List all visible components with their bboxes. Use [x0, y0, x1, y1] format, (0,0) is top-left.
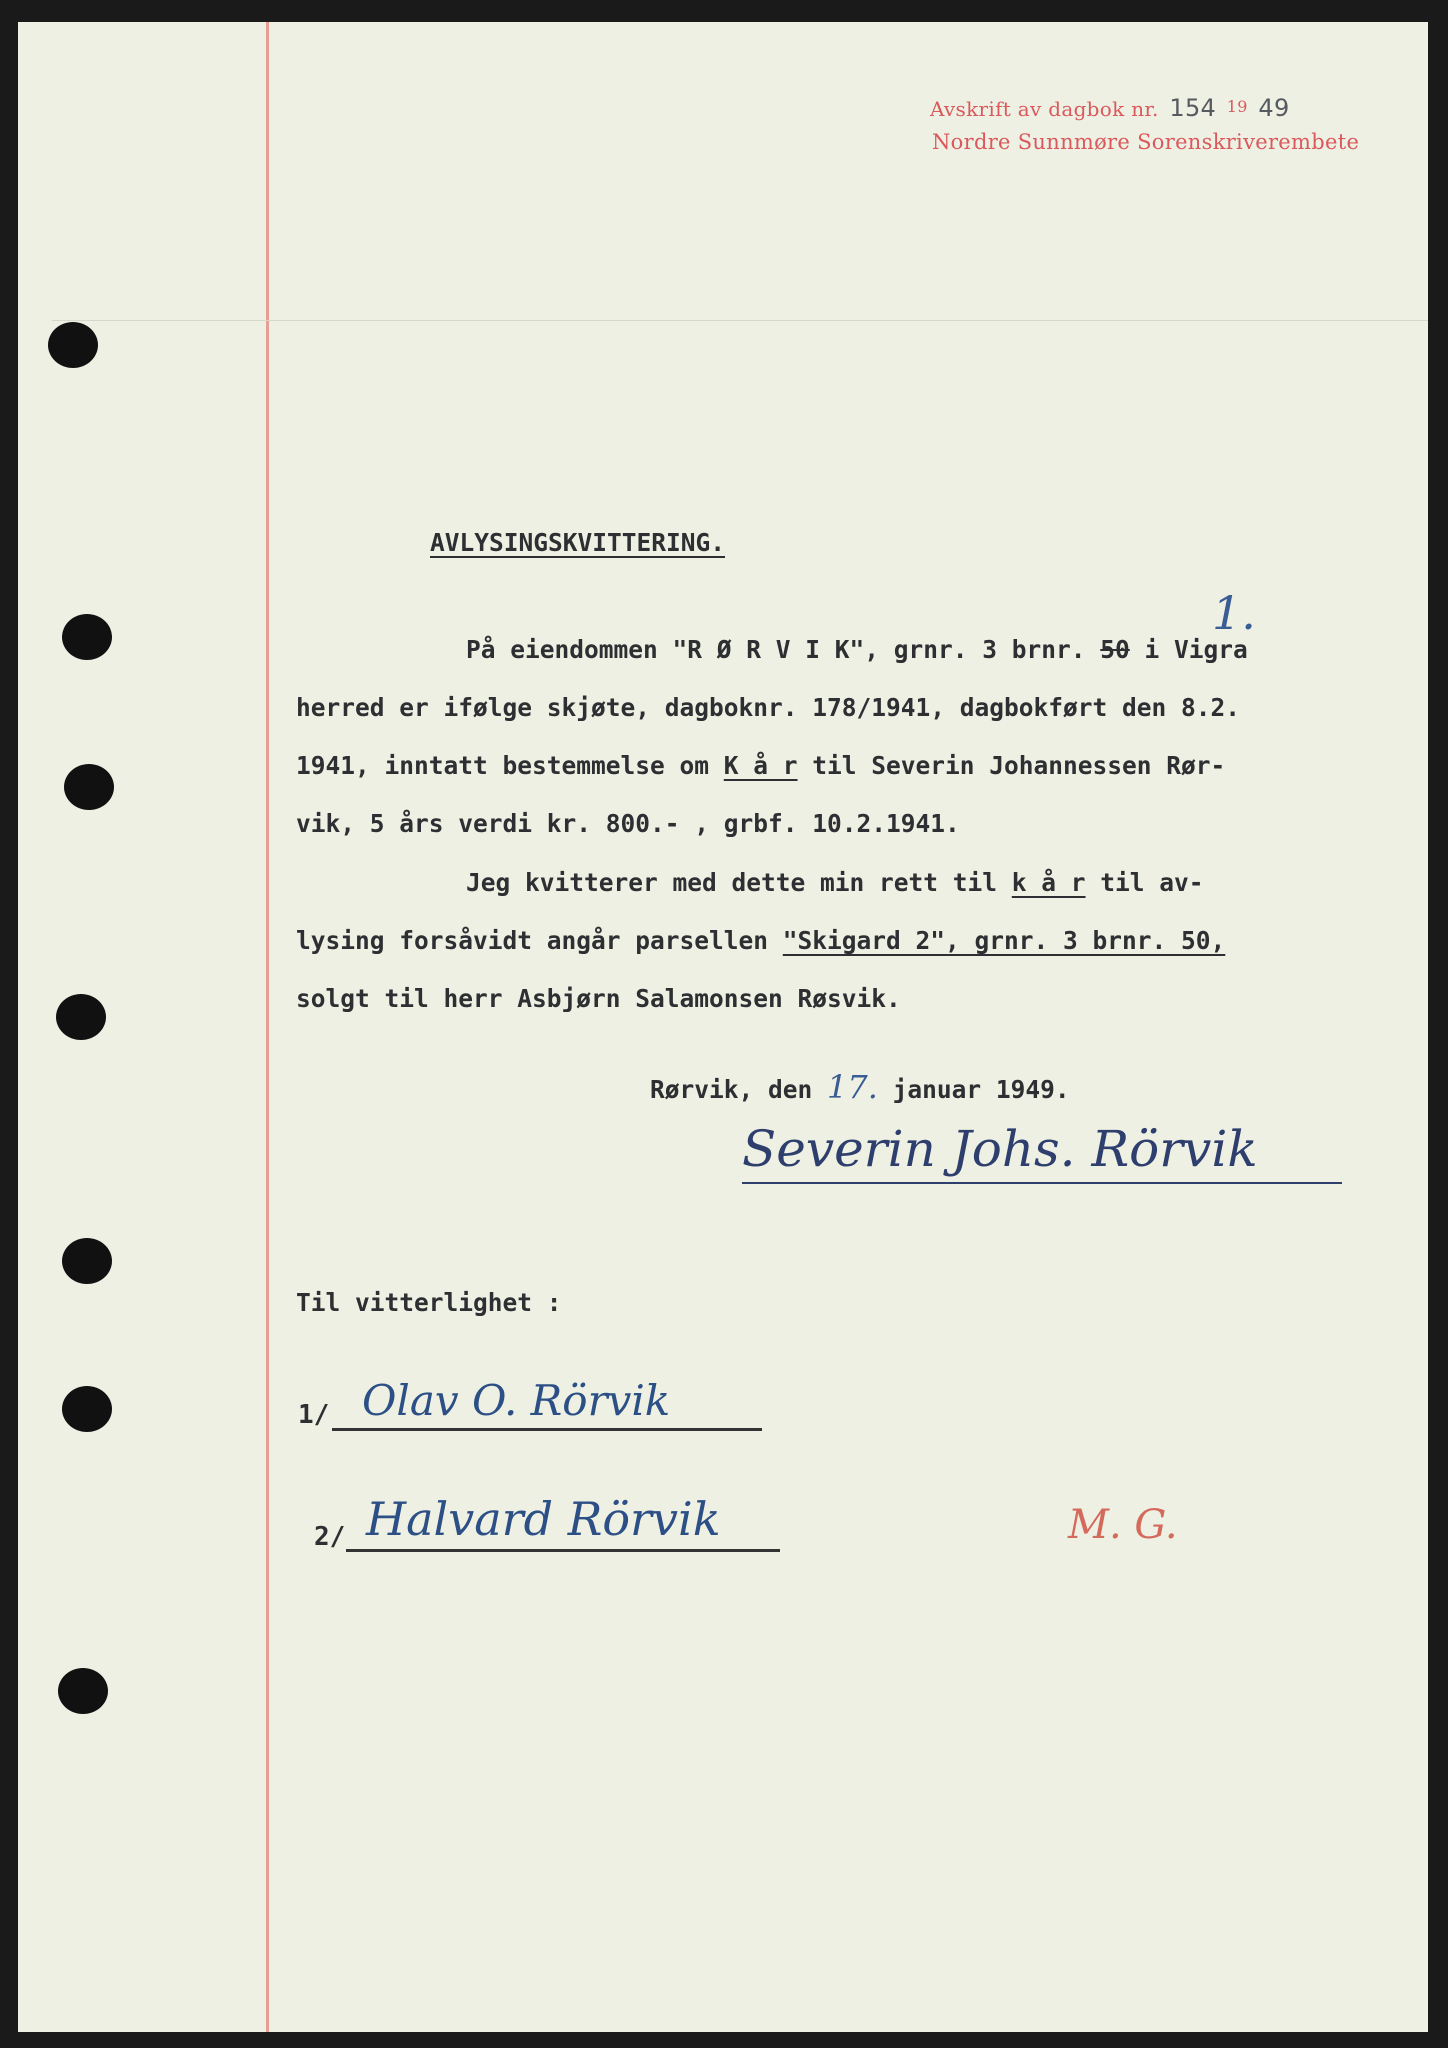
paragraph-2-line-2	[296, 926, 1225, 955]
witness-2-signature: Halvard Rörvik	[366, 1492, 721, 1546]
text-segment: Jeg kvitterer med dette min rett til	[466, 868, 1012, 897]
page-fold-line	[52, 320, 1428, 321]
punch-hole	[62, 1238, 112, 1284]
witness-1-line	[332, 1428, 762, 1431]
text-segment: januar 1949.	[877, 1075, 1070, 1104]
paragraph-2-line-3: solgt til herr Asbjørn Salamonsen Røsvik.	[296, 984, 901, 1013]
underlined-parcel: "Skigard 2", grnr. 3 brnr. 50,	[782, 926, 1226, 955]
registry-stamp-line-1	[930, 94, 1294, 122]
punch-hole	[56, 994, 106, 1040]
text-segment: 1941, inntatt bestemmelse om	[296, 751, 724, 780]
document-page	[18, 22, 1428, 2032]
text-segment: På eiendommen "R Ø R V I K", grnr. 3 brnr.	[466, 635, 1101, 664]
main-signature: Severin Johs. Rörvik	[742, 1120, 1258, 1178]
text-segment: Rørvik, den	[650, 1075, 828, 1104]
text-segment: til Severin Johannessen Rør-	[797, 751, 1226, 780]
witness-2-number: 2/	[314, 1522, 346, 1552]
text-segment: i Vigra	[1129, 635, 1248, 664]
witness-1-number: 1/	[298, 1400, 330, 1430]
underlined-kar: k å r	[1011, 868, 1086, 897]
red-initials: M. G.	[1068, 1502, 1178, 1548]
punch-hole	[48, 322, 98, 368]
registry-stamp-line-2: Nordre Sunnmøre Sorenskriverembete	[932, 130, 1360, 154]
witness-heading: Til vitterlighet :	[296, 1288, 562, 1317]
punch-hole	[64, 764, 114, 810]
stamp-year-prefix: 19	[1226, 97, 1248, 116]
crossed-out-number: 50	[1100, 635, 1130, 664]
punch-hole	[62, 1386, 112, 1432]
text-segment: til av-	[1085, 868, 1204, 897]
paragraph-1-line-1	[466, 635, 1248, 664]
paragraph-1-line-4: vik, 5 års verdi kr. 800.- , grbf. 10.2.1941.	[296, 809, 960, 838]
handwritten-correction: 1.	[1212, 586, 1256, 640]
witness-2-line	[346, 1549, 780, 1552]
witness-1-signature: Olav O. Rörvik	[362, 1376, 671, 1425]
underlined-kar: K å r	[723, 751, 798, 780]
signature-underline	[742, 1182, 1342, 1184]
red-margin-line	[266, 22, 269, 2032]
stamp-year-suffix: 49	[1258, 94, 1290, 122]
handwritten-day: 17.	[827, 1068, 878, 1106]
paragraph-1-line-2: herred er ifølge skjøte, dagboknr. 178/1941, dagbokført den 8.2.	[296, 693, 1241, 722]
text-segment: lysing forsåvidt angår parsellen	[296, 926, 783, 955]
paragraph-2-line-1	[466, 868, 1204, 897]
document-title: AVLYSINGSKVITTERING.	[430, 528, 726, 557]
paragraph-1-line-3	[296, 751, 1225, 780]
stamp-prefix: Avskrift av dagbok nr.	[930, 97, 1159, 121]
place-and-date	[650, 1068, 1070, 1106]
punch-hole	[58, 1668, 108, 1714]
dagbok-number: 154	[1169, 94, 1217, 122]
punch-hole	[62, 614, 112, 660]
